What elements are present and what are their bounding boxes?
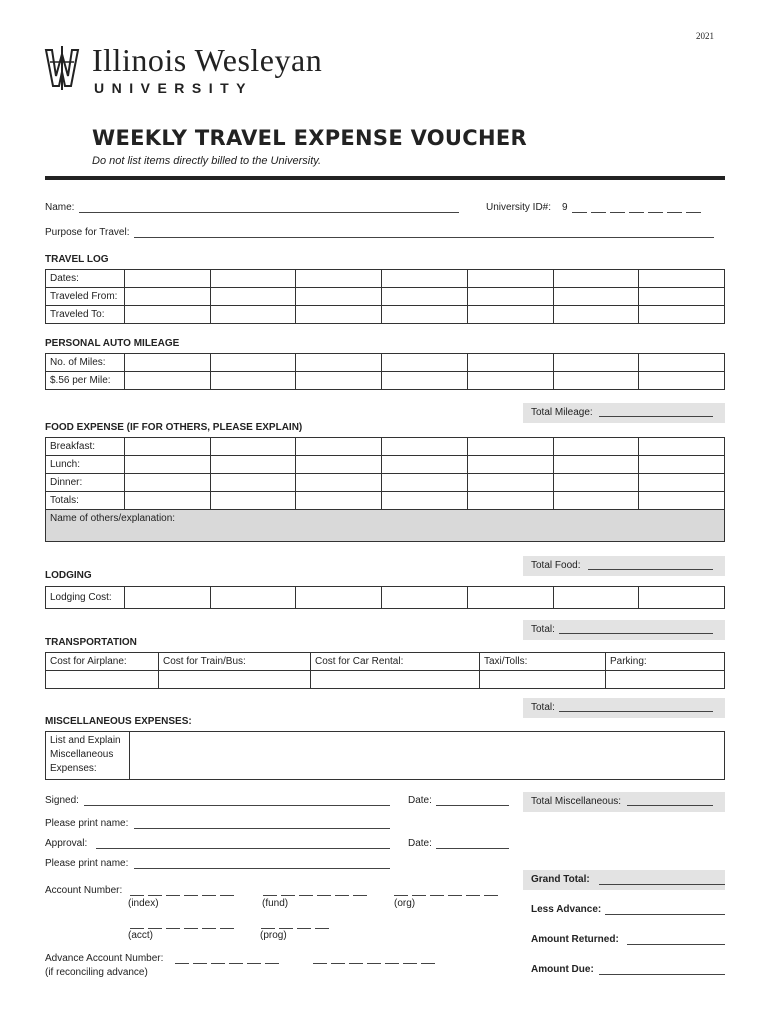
index-caption: (index): [128, 898, 159, 909]
food-explanation-field[interactable]: [46, 510, 725, 542]
transport-col-header: Parking:: [606, 653, 725, 671]
university-logo-icon: [44, 46, 80, 90]
university-name: Illinois Wesleyan: [92, 42, 323, 78]
input-cell[interactable]: [125, 372, 211, 390]
input-cell[interactable]: [639, 372, 725, 390]
advance-account-label: Advance Account Number:: [45, 953, 164, 964]
input-cell[interactable]: [553, 306, 639, 324]
university-subtitle: UNIVERSITY: [94, 80, 254, 96]
transport-col-header: Cost for Airplane:: [46, 653, 159, 671]
less-advance-label: Less Advance:: [531, 904, 602, 915]
input-cell[interactable]: [553, 438, 639, 456]
approval-label: Approval:: [45, 838, 88, 849]
fund-caption: (fund): [262, 898, 289, 909]
print-name-2-label: Please print name:: [45, 858, 129, 869]
misc-table: [45, 731, 725, 780]
input-cell[interactable]: [296, 372, 382, 390]
total-transport-label: Total:: [531, 702, 555, 713]
input-cell[interactable]: [382, 474, 468, 492]
amount-returned-label: Amount Returned:: [531, 934, 619, 945]
misc-label-line: Miscellaneous: [50, 749, 114, 760]
input-cell[interactable]: [125, 456, 211, 474]
food-heading: FOOD EXPENSE (IF FOR OTHERS, PLEASE EXPLAIN): [45, 422, 303, 433]
travel-row-label: Dates:: [46, 270, 125, 288]
input-cell[interactable]: [159, 671, 311, 689]
grand-total-box: [523, 870, 725, 890]
input-cell[interactable]: [553, 288, 639, 306]
input-cell[interactable]: [210, 270, 296, 288]
misc-label-line: List and Explain: [50, 735, 121, 746]
input-cell[interactable]: [553, 354, 639, 372]
input-cell[interactable]: [382, 456, 468, 474]
input-cell[interactable]: [125, 288, 211, 306]
input-cell[interactable]: [296, 438, 382, 456]
input-cell[interactable]: [467, 456, 553, 474]
input-cell[interactable]: [382, 587, 468, 609]
approval-date-label: Date:: [408, 838, 432, 849]
total-mileage-label: Total Mileage:: [531, 407, 593, 418]
input-cell[interactable]: [210, 288, 296, 306]
approval-date-field[interactable]: [436, 848, 509, 849]
input-cell[interactable]: [296, 354, 382, 372]
input-cell[interactable]: [46, 671, 159, 689]
university-id-label: University ID#:: [486, 202, 552, 213]
input-cell[interactable]: [311, 671, 480, 689]
input-cell[interactable]: [125, 587, 211, 609]
lodging-table: [45, 586, 725, 609]
table-row: [46, 653, 725, 671]
lodging-row-label: Lodging Cost:: [46, 587, 125, 609]
amount-due-label: Amount Due:: [531, 964, 594, 975]
date-label: Date:: [408, 795, 432, 806]
purpose-label: Purpose for Travel:: [45, 227, 130, 238]
input-cell[interactable]: [296, 474, 382, 492]
form-year: 2021: [696, 31, 714, 41]
lodging-heading: LODGING: [45, 570, 92, 581]
food-row-label: Breakfast:: [46, 438, 125, 456]
total-food-label: Total Food:: [531, 560, 581, 571]
input-cell[interactable]: [210, 474, 296, 492]
input-cell[interactable]: [467, 306, 553, 324]
grand-total-label: Grand Total:: [531, 874, 590, 885]
table-row: [46, 288, 725, 306]
signed-label: Signed:: [45, 795, 79, 806]
input-cell[interactable]: [467, 372, 553, 390]
input-cell[interactable]: [296, 270, 382, 288]
acct-caption: (acct): [128, 930, 153, 941]
input-cell[interactable]: [639, 354, 725, 372]
transport-col-header: Taxi/Tolls:: [480, 653, 606, 671]
input-cell[interactable]: [125, 306, 211, 324]
grand-total-field[interactable]: [599, 884, 725, 885]
advance-account-field-1[interactable]: [175, 953, 305, 965]
input-cell[interactable]: [296, 456, 382, 474]
advance-account-field-2[interactable]: [313, 953, 443, 965]
advance-account-note: (if reconciling advance): [45, 967, 148, 978]
print-name-2-field[interactable]: [134, 868, 390, 869]
total-misc-label: Total Miscellaneous:: [531, 796, 622, 807]
form-subtitle: Do not list items directly billed to the University.: [92, 155, 322, 167]
misc-heading: MISCELLANEOUS EXPENSES:: [45, 716, 192, 727]
account-prog-field[interactable]: [261, 918, 351, 930]
input-cell[interactable]: [382, 492, 468, 510]
input-cell[interactable]: [639, 270, 725, 288]
account-org-field[interactable]: [394, 885, 524, 897]
travel-log-heading: TRAVEL LOG: [45, 254, 109, 265]
travel-row-label: Traveled From:: [46, 288, 125, 306]
account-number-label: Account Number:: [45, 885, 123, 896]
table-row: [46, 732, 725, 780]
input-cell[interactable]: [467, 354, 553, 372]
total-mileage-box: [523, 403, 725, 423]
input-cell[interactable]: [606, 671, 725, 689]
account-index-field[interactable]: [130, 885, 260, 897]
input-cell[interactable]: [125, 270, 211, 288]
table-row: [46, 354, 725, 372]
input-cell[interactable]: [553, 270, 639, 288]
input-cell[interactable]: [210, 492, 296, 510]
input-cell[interactable]: [125, 438, 211, 456]
total-lodging-field[interactable]: [559, 633, 713, 634]
input-cell[interactable]: [553, 587, 639, 609]
input-cell[interactable]: [125, 474, 211, 492]
input-cell[interactable]: [639, 474, 725, 492]
header-rule: [45, 176, 725, 180]
input-cell[interactable]: [467, 438, 553, 456]
input-cell[interactable]: [125, 492, 211, 510]
input-cell[interactable]: [125, 354, 211, 372]
food-table: [45, 437, 725, 542]
misc-explanation-field[interactable]: [130, 732, 725, 780]
input-cell[interactable]: [210, 587, 296, 609]
transport-col-header: Cost for Car Rental:: [311, 653, 480, 671]
total-misc-box: [523, 792, 725, 812]
org-caption: (org): [394, 898, 416, 909]
input-cell[interactable]: [382, 306, 468, 324]
purpose-field[interactable]: [134, 237, 714, 238]
input-cell[interactable]: [467, 492, 553, 510]
input-cell[interactable]: [467, 270, 553, 288]
transportation-heading: TRANSPORTATION: [45, 637, 137, 648]
less-advance-field[interactable]: [605, 914, 725, 915]
input-cell[interactable]: [553, 474, 639, 492]
input-cell[interactable]: [467, 288, 553, 306]
input-cell[interactable]: [639, 306, 725, 324]
input-cell[interactable]: [210, 354, 296, 372]
input-cell[interactable]: [210, 306, 296, 324]
total-mileage-field[interactable]: [599, 416, 713, 417]
name-label: Name:: [45, 202, 75, 213]
travel-row-label: Traveled To:: [46, 306, 125, 324]
mileage-table: [45, 353, 725, 390]
input-cell[interactable]: [296, 288, 382, 306]
input-cell[interactable]: [639, 456, 725, 474]
amount-returned-row: [523, 930, 725, 950]
table-row: [46, 372, 725, 390]
input-cell[interactable]: [639, 438, 725, 456]
input-cell[interactable]: [639, 587, 725, 609]
total-misc-field[interactable]: [627, 805, 713, 806]
table-row: [46, 474, 725, 492]
transportation-table: [45, 652, 725, 689]
input-cell[interactable]: [296, 306, 382, 324]
university-id-field[interactable]: [572, 202, 722, 214]
total-food-field[interactable]: [588, 569, 713, 570]
table-row: [46, 438, 725, 456]
input-cell[interactable]: [553, 492, 639, 510]
total-food-box: [523, 556, 725, 576]
input-cell[interactable]: [553, 372, 639, 390]
total-lodging-label: Total:: [531, 624, 555, 635]
food-row-label: Totals:: [46, 492, 125, 510]
date-field[interactable]: [436, 805, 509, 806]
prog-caption: (prog): [260, 930, 287, 941]
name-field[interactable]: [79, 212, 459, 213]
mileage-row-label: $.56 per Mile:: [46, 372, 125, 390]
account-fund-field[interactable]: [263, 885, 393, 897]
input-cell[interactable]: [210, 438, 296, 456]
input-cell[interactable]: [382, 270, 468, 288]
amount-due-field[interactable]: [599, 974, 725, 975]
table-row: [46, 270, 725, 288]
input-cell[interactable]: [480, 671, 606, 689]
signed-field[interactable]: [84, 805, 390, 806]
travel-log-table: [45, 269, 725, 324]
amount-returned-field[interactable]: [627, 944, 725, 945]
mileage-heading: PERSONAL AUTO MILEAGE: [45, 338, 180, 349]
university-id-prefix: 9: [562, 202, 568, 213]
misc-label-line: Expenses:: [50, 763, 97, 774]
input-cell[interactable]: [382, 438, 468, 456]
print-name-field[interactable]: [134, 828, 390, 829]
mileage-row-label: No. of Miles:: [46, 354, 125, 372]
amount-due-row: [523, 960, 725, 980]
table-row: [46, 671, 725, 689]
approval-field[interactable]: [96, 848, 390, 849]
table-row: [46, 587, 725, 609]
form-title: WEEKLY TRAVEL EXPENSE VOUCHER: [92, 126, 527, 150]
account-acct-field[interactable]: [130, 918, 260, 930]
table-row: [46, 510, 725, 542]
print-name-label: Please print name:: [45, 818, 129, 829]
table-row: [46, 306, 725, 324]
input-cell[interactable]: [639, 492, 725, 510]
food-explanation-label: Name of others/explanation:: [50, 513, 176, 524]
less-advance-row: [523, 900, 725, 920]
food-row-label: Lunch:: [46, 456, 125, 474]
total-transport-box: [523, 698, 725, 718]
input-cell[interactable]: [553, 456, 639, 474]
total-lodging-box: [523, 620, 725, 640]
input-cell[interactable]: [296, 492, 382, 510]
input-cell[interactable]: [382, 354, 468, 372]
input-cell[interactable]: [210, 372, 296, 390]
food-row-label: Dinner:: [46, 474, 125, 492]
input-cell[interactable]: [639, 288, 725, 306]
input-cell[interactable]: [467, 474, 553, 492]
input-cell[interactable]: [382, 288, 468, 306]
table-row: [46, 456, 725, 474]
input-cell[interactable]: [210, 456, 296, 474]
misc-label-cell: [46, 732, 130, 780]
table-row: [46, 492, 725, 510]
total-transport-field[interactable]: [559, 711, 713, 712]
input-cell[interactable]: [382, 372, 468, 390]
transport-col-header: Cost for Train/Bus:: [159, 653, 311, 671]
input-cell[interactable]: [467, 587, 553, 609]
input-cell[interactable]: [296, 587, 382, 609]
